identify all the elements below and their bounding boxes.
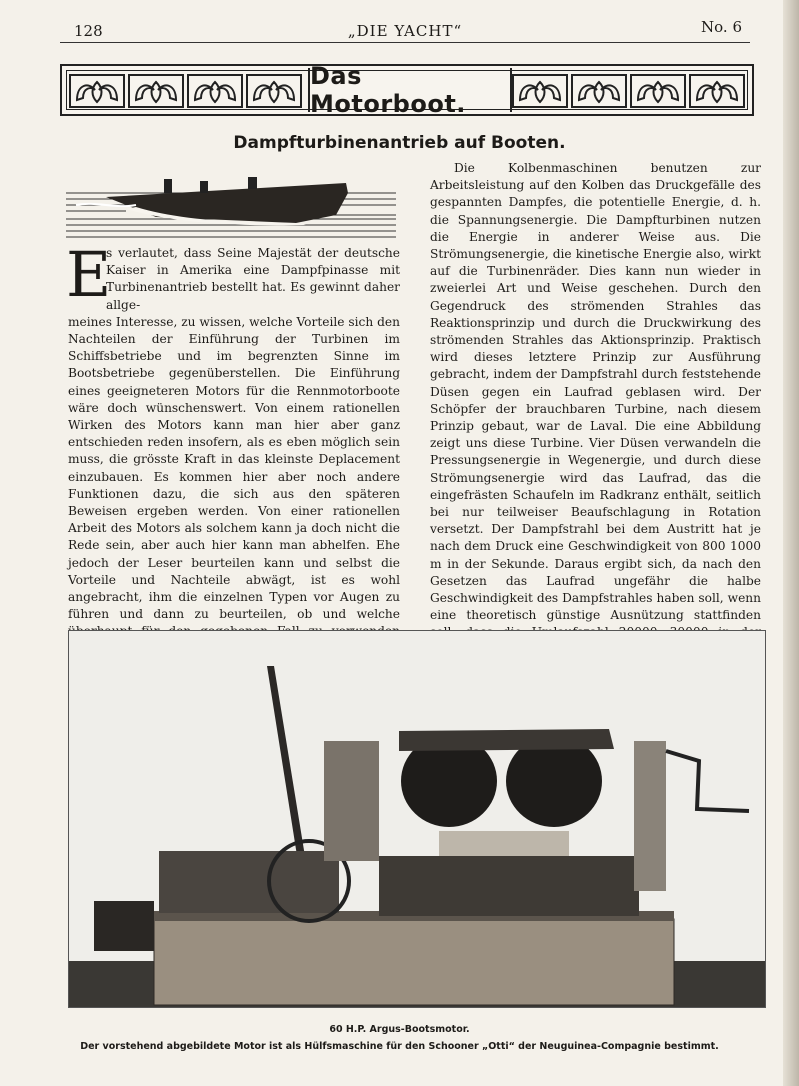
leaf-ornament-icon (187, 74, 243, 108)
article-right-column (430, 160, 761, 659)
motorboat-illustration (66, 165, 396, 243)
leaf-ornament-icon (512, 74, 568, 108)
journal-title: „DIE YACHT“ (347, 22, 463, 40)
leaf-ornament-icon (128, 74, 184, 108)
leaf-ornament-icon (69, 74, 125, 108)
article-title: Dampfturbinenantrieb auf Booten. (233, 133, 566, 153)
page-number: 128 (74, 22, 103, 40)
issue-number: No. 6 (701, 18, 742, 36)
article-right-body: Die Kolbenmaschinen benutzen zur Arbeitsleistung auf den Kolben das Druckgefälle des gespannten Dampfes, die potentielle Energie, d. h. die Spannungsenergie. Die Dampfturbinen nutzen die Energie in anderer Weise aus. Die Strömungsenergie, die kinetische Energie also, wirkt auf die Turbinenräder. Dies kann nun wieder in zweierlei Art und Weise geschehen. Durch den Gegendruck des strömenden Strahles das Reaktionsprinzip und durch die Druckwirkung des strömenden Strahles das Aktionsprinzip. Praktisch wird dieses letztere Prinzip zur Ausführung gebracht, indem der Dampfstrahl durch feststehende Düsen gegen ein Laufrad geblasen wird. Der Schöpfer der brauchbaren Turbine, nach diesem Prinzip gebaut, war de Laval. Die eine Abbildung zeigt uns diese Turbine. Vier Düsen verwandeln die Pressungsenergie in Wegenergie, und durch diese Strömungsenergie wird das Laufrad, das die eingefrästen Schaufeln im Radkranz enthält, seitlich bei nur teilweiser Beaufschlagung in Rotation versetzt. Der Dampfstrahl bei dem Austritt hat je nach dem Druck eine Geschwindigkeit von 800 1000 m in der Sekunde. Daraus ergibt sich, da nach den Gesetzen das Laufrad ungefähr die halbe Geschwindigkeit des Dampfstrahles haben soll, wenn eine theoretisch günstige Ausnützung stattfinden (430, 161, 761, 623)
figure-caption-text: Der vorstehend abgebildete Motor ist als Hülfsmaschine für den Schooner „Otti“ der Neuguinea-Compagnie bestimmt. (80, 1041, 719, 1052)
running-head (60, 16, 750, 43)
leaf-ornament-icon (630, 74, 686, 108)
article-left-body: meines Interesse, zu wissen, welche Vorteile sich den Nachteilen der Einführung der Turbinen im Schiffsbetriebe und im begrenzten Sinne im Bootsbetriebe gegenüberstellen. Die Einführung eines geeigneteren Motors für die Rennmotorboote wäre doch wünschenswert. Von einem rationellen Wirken des Motors kann man hier aber ganz entschieden reden insofern, als es eben möglich sein muss, die grösste Kraft in das kleinste Deplacement einzubauen. Es kommen hier aber noch andere Funktionen dazu, die sich aus den späteren Beweisen ergeben werden. Von einer rationellen Arbeit des Motors als solchem kann ja doch nicht die Rede sein, aber auch hier kann man abhelfen. Ehe jedoch der Leser beurteilen kann und selbst die Vorteile und Nachteile abwägt, ist es wohl angebracht, ihm die einzelnen Typen vor Augen zu führen und dann zu beurteilen, ob und welche (68, 314, 400, 622)
banner-title: Das Motorboot. (310, 62, 466, 118)
banner-ornaments-left (69, 74, 302, 108)
banner-title-box (308, 62, 512, 118)
leaf-ornament-icon (689, 74, 745, 108)
figure-caption-title: 60 H.P. Argus-Bootsmotor. (329, 1024, 470, 1035)
article-first-lines: s verlautet, dass Seine Majestät der deutsche Kaiser in Amerika eine Dampfpinasse mit Turbinenantrieb bestellt hat. Es gewinnt daher allge- (106, 246, 400, 312)
drop-cap: E (66, 238, 112, 311)
leaf-ornament-icon (571, 74, 627, 108)
page-edge-shadow (783, 0, 799, 1086)
banner-ornaments-right (512, 74, 745, 108)
section-banner (60, 64, 754, 116)
leaf-ornament-icon (246, 74, 302, 108)
engine-photo (68, 630, 766, 1008)
article-left-column (66, 238, 400, 658)
